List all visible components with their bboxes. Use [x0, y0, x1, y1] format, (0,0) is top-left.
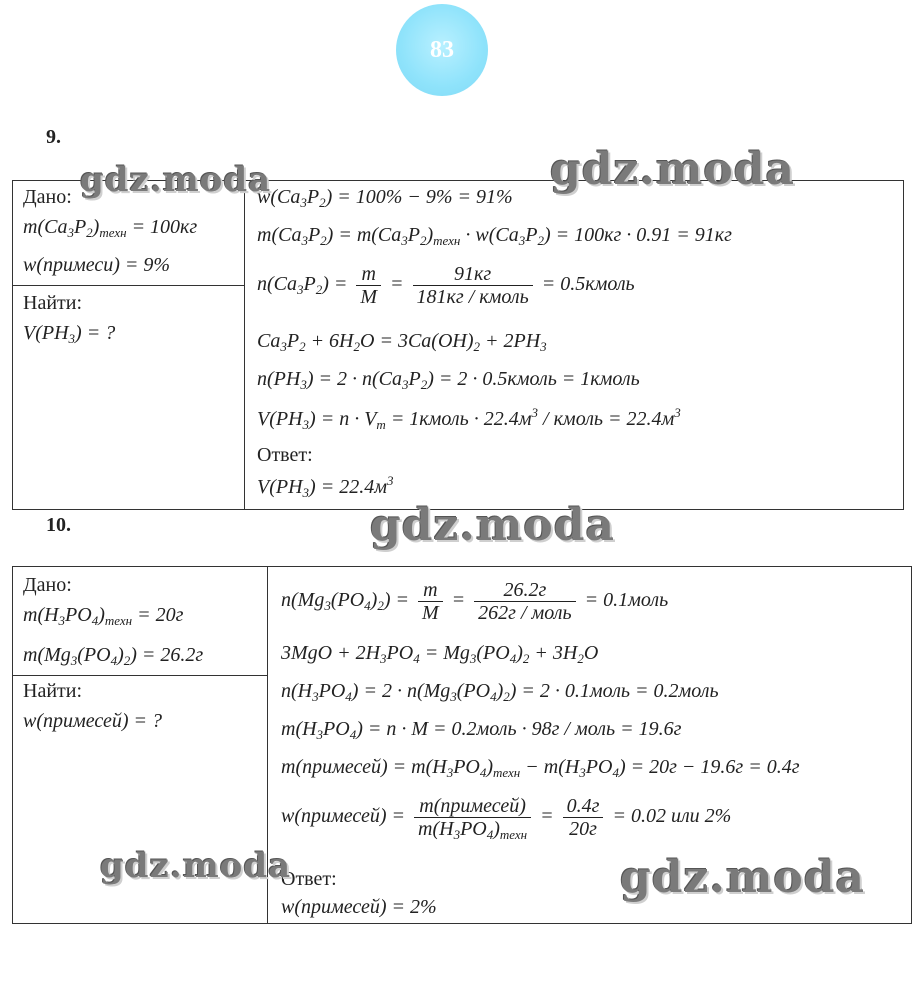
watermark: gdz.moda — [550, 144, 796, 195]
divider — [13, 675, 267, 676]
problem-9-table — [12, 180, 904, 510]
problem-10-number: 10. — [46, 514, 71, 536]
answer-value: w(примесей) = 2% — [281, 896, 437, 918]
solution-step-1: $n(Mg_3(PO_4)_2)$ = $\frac{m}{M}$ = $\frac{26.2г}{\text{262г / моль}}$ = 0.1моль — [281, 579, 669, 624]
solution-step-5: w(примесей) = $\frac{\text{m(примесей)}}{m(H_3PO_4)_{техн}}$ = $\frac{0.4г}{20г}$ = 0.02 или 2% — [281, 795, 732, 842]
problem-9-number: 9. — [46, 126, 61, 148]
page-number-badge: 83 — [396, 4, 488, 96]
answer-label: Ответ: — [257, 444, 313, 466]
divider — [13, 285, 244, 286]
answer-label: Ответ: — [281, 868, 337, 890]
given-impurity: w(примеси) = 9% — [23, 254, 171, 276]
find-impurity: w(примесей) = ? — [23, 710, 163, 732]
solution-equation: $3MgO + 2H_3PO_4 = Mg_3(PO_4)_2 + 3H_2O$ — [281, 642, 599, 666]
given-label: Дано: — [23, 574, 72, 596]
find-label: Найти: — [23, 292, 83, 314]
find-volume: $V(PH_3)$ = ? — [23, 322, 116, 346]
given-acid-mass: $m(H_3PO_4)_{техн} = 20г$ — [23, 604, 184, 628]
solution-equation: $Ca_3P_2 + 6H_2O = 3Ca(OH)_2 + 2PH_3$ — [257, 330, 547, 354]
watermark: gdz.moda — [100, 846, 292, 886]
watermark: gdz.moda — [80, 160, 272, 200]
watermark: gdz.moda — [620, 852, 866, 903]
solution-step-3: $n(Ca_3P_2)$ = $\frac{m}{M}$ = $\frac{91кг}{\text{181кг / кмоль}}$ = 0.5кмоль — [257, 263, 635, 308]
solution-step-5: $V(PH_3) = n \cdot V_m$ = 1кмоль · $22.4м^3$ / кмоль = $22.4м^3$ — [257, 405, 681, 432]
solution-step-2: $m(Ca_3P_2) = m(Ca_3P_2)_{техн} \cdot w(Ca_3P_2) = 100кг \cdot 0.91 = 91кг$ — [257, 224, 732, 248]
given-label: Дано: — [23, 186, 72, 208]
divider — [244, 181, 245, 509]
solution-step-1: $w(Ca_3P_2) = 100\% - 9\% = 91\%$ — [257, 186, 513, 210]
watermark: gdz.moda — [370, 500, 616, 551]
solution-step-4: m(примесей) = $m(H_3PO_4)_{техн} - m(H_3PO_4) = 20г - 19.6г = 0.4г$ — [281, 756, 800, 780]
solution-step-3: $m(H_3PO_4) = n \cdot M$ = 0.2моль · 98г / моль = 19.6г — [281, 718, 682, 742]
solution-step-2: $n(H_3PO_4) = 2 \cdot n(Mg_3(PO_4)_2) = 2$ · 0.1моль = 0.2моль — [281, 680, 719, 704]
find-label: Найти: — [23, 680, 83, 702]
given-salt-mass: $m(Mg_3(PO_4)_2) = 26.2г$ — [23, 644, 204, 668]
solution-step-4: $n(PH_3) = 2 \cdot n(Ca_3P_2) = 2$ · 0.5кмоль = 1кмоль — [257, 368, 640, 392]
given-mass-tech: $m(Ca_3P_2)_{техн} = 100кг$ — [23, 216, 198, 240]
answer-value: $V(PH_3) = 22.4м^3$ — [257, 473, 394, 500]
